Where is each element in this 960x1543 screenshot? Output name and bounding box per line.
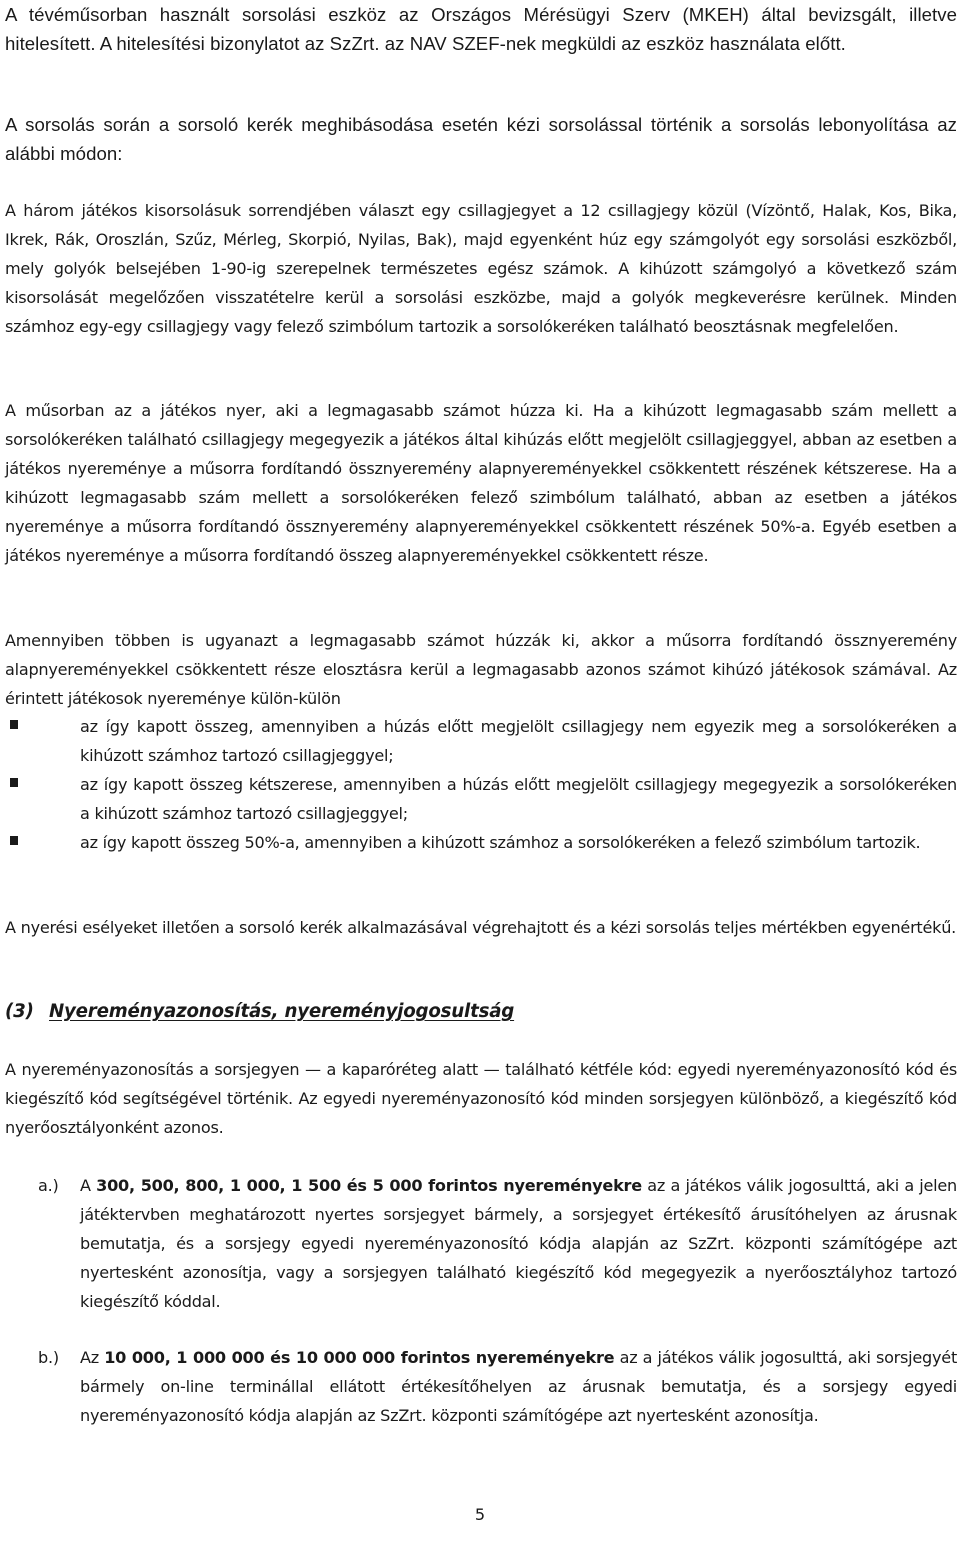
square-bullet-icon bbox=[10, 836, 18, 845]
item-a-text bbox=[80, 1171, 957, 1316]
list-item bbox=[5, 828, 957, 857]
item-b-rest: az a játékos válik jogosulttá, aki sorsjegyét bármely on-line terminállal ellátott értékesítőhelyen az árusnak bemutatja, és a sorsjegy egyedi nyereményazonosító kódja alapján az SzZrt. központi számítógépe azt nyertesként azonosítja. bbox=[80, 1348, 957, 1425]
bullet-text: az így kapott összeg kétszerese, amennyiben a húzás előtt megjelölt csillagjegy megegyezik a sorsolókeréken a kihúzott számhoz tartozó csillagjeggyel; bbox=[80, 775, 957, 823]
equivalence-paragraph: A nyerési esélyeket illetően a sorsoló kerék alkalmazásával végrehajtott és a kézi sorsolás teljes mértékben egyenértékű. bbox=[5, 918, 957, 937]
item-b-bold: 10 000, 1 000 000 és 10 000 000 forintos nyereményekre bbox=[104, 1348, 615, 1367]
tie-paragraph: Amennyiben többen is ugyanazt a legmagasabb számot húzzák ki, akkor a műsorra fordítandó össznyeremény alapnyereményekkel csökkentett része elosztásra kerül a legmagasabb azonos számot kihúzó játékosok számával. Az érintett játékosok nyereménye külön-külön bbox=[5, 631, 957, 708]
identification-paragraph: A nyereményazonosítás a sorsjegyen — a kaparóréteg alatt — található kétféle kód: egyedi nyereményazonosító kód és kiegészítő kód segítségével történik. Az egyedi nyereményazonosító kód minden sorsjegyen különböző, a kiegészítő kód nyerőosztályonként azonos. bbox=[5, 1060, 957, 1137]
item-a-bold: 300, 500, 800, 1 000, 1 500 és 5 000 forintos nyereményekre bbox=[96, 1176, 642, 1195]
list-item bbox=[5, 770, 957, 828]
item-a-lead: A bbox=[80, 1176, 97, 1195]
item-a bbox=[5, 1171, 957, 1316]
winner-paragraph: A műsorban az a játékos nyer, aki a legmagasabb számot húzza ki. Ha a kihúzott legmagasabb szám mellett a sorsolókeréken található csillagjegy megegyezik a játékos által kihúzás előtt megjelölt csillagjeggyel, abban az esetben a játékos nyereménye a műsorra fordítandó össznyeremény alapnyereményekkel csökkentett részének kétszerese. Ha a kihúzott legmagasabb szám mellett a sorsolókeréken felező szimbólum található, abban az esetben a játékos nyereménye a műsorra fordítandó össznyeremény alapnyereményekkel csökkentett részének 50%-a. Egyéb esetben a játékos nyereménye a műsorra fordítandó összeg alapnyereményekkel csökkentett része. bbox=[5, 401, 957, 565]
item-b-text bbox=[80, 1343, 957, 1430]
item-b-label: b.) bbox=[38, 1348, 59, 1367]
item-a-rest: az a játékos válik jogosulttá, aki a jelen játéktervben meghatározott nyertes sorsjegyet bármely, a sorsjegyet értékesítő árusítóhelyen az árusnak bemutatja, és a sorsjegy egyedi nyereményazonosító kódja alapján az SzZrt. központi számítógépe azt nyertesként azonosítja, vagy a sorsjegyen található kiegészítő kód megegyezik a nyerőosztályhoz tartozó kiegészítő kóddal. bbox=[80, 1176, 957, 1311]
section-heading bbox=[5, 997, 514, 1026]
item-b-lead: Az bbox=[80, 1348, 105, 1367]
item-b bbox=[5, 1343, 957, 1430]
square-bullet-icon bbox=[10, 720, 18, 729]
square-bullet-icon bbox=[10, 778, 18, 787]
bullet-text: az így kapott összeg, amennyiben a húzás előtt megjelölt csillagjegy nem egyezik meg a sorsolókeréken a kihúzott számhoz tartozó csillagjeggyel; bbox=[80, 717, 957, 765]
intro-paragraph: A tévéműsorban használt sorsolási eszköz az Országos Mérésügyi Szerv (MKEH) által bevizsgált, illetve hitelesített. A hitelesítési bizonylatot az SzZrt. az NAV SZEF-nek megküldi az eszköz használata előtt. bbox=[5, 4, 957, 54]
section-number: (3) bbox=[5, 1001, 34, 1022]
section-title: Nyereményazonosítás, nyereményjogosultság bbox=[49, 1001, 515, 1022]
bullet-text: az így kapott összeg 50%-a, amennyiben a kihúzott számhoz a sorsolókeréken a felező szimbólum tartozik. bbox=[80, 833, 921, 852]
procedure-paragraph: A három játékos kisorsolásuk sorrendjében választ egy csillagjegyet a 12 csillagjegy közül (Vízöntő, Halak, Kos, Bika, Ikrek, Rák, Oroszlán, Szűz, Mérleg, Skorpió, Nyilas, Bak), majd egyenként húz egy számgolyót egy sorsolási eszközből, mely golyók belsejében 1-90-ig szerepelnek természetes egész számok. A kihúzott számgolyó a következő szám kisorsolását megelőzően visszatételre kerül a sorsolási eszközbe, majd a golyók megkeverésre kerülnek. Minden számhoz egy-egy csillagjegy vagy felező szimbólum tartozik a sorsolókeréken található beosztásnak megfelelően. bbox=[5, 201, 957, 336]
item-a-label: a.) bbox=[38, 1176, 59, 1195]
bullet-list bbox=[5, 712, 957, 857]
malfunction-paragraph: A sorsolás során a sorsoló kerék meghibásodása esetén kézi sorsolással történik a sorsolás lebonyolítása az alábbi módon: bbox=[5, 114, 957, 164]
page-number: 5 bbox=[474, 1505, 486, 1524]
list-item bbox=[5, 712, 957, 770]
